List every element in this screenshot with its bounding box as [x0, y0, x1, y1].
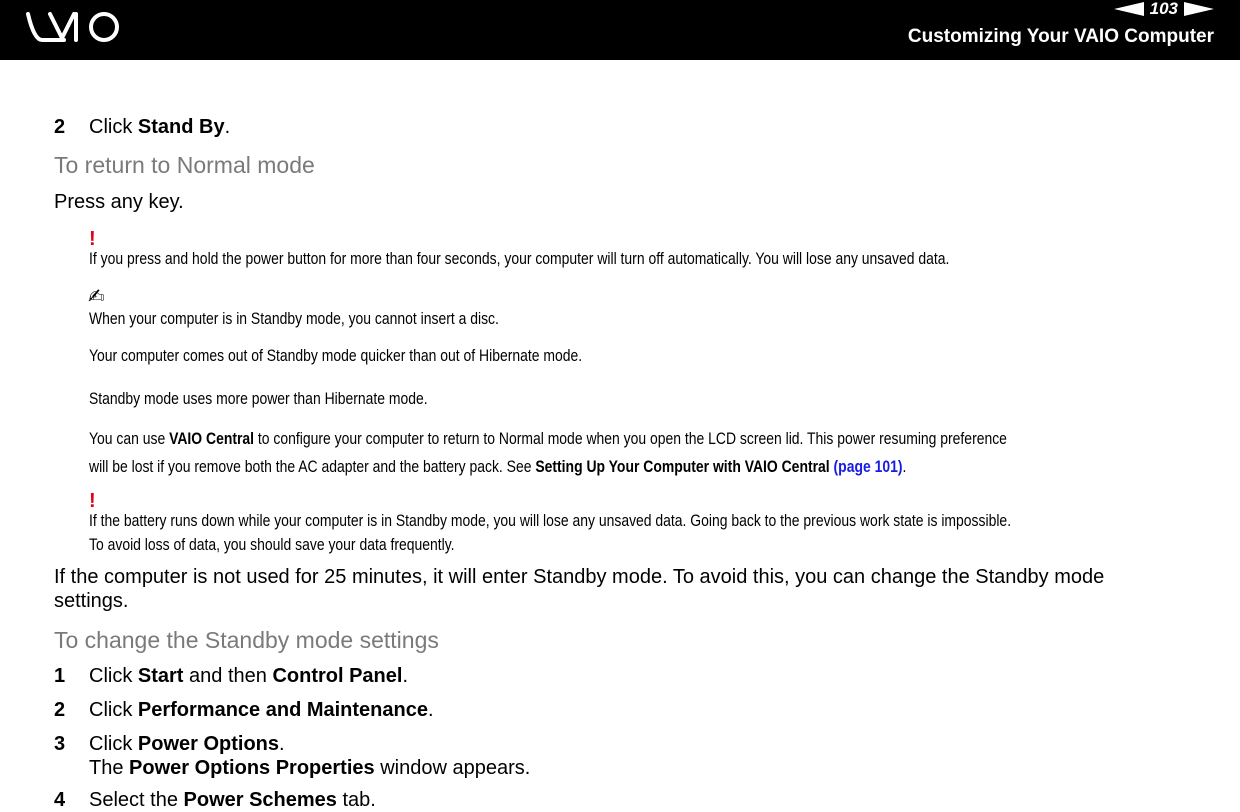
step-text [89, 116, 230, 139]
pen-note-icon: ✍ [88, 286, 105, 308]
step-bold: Stand By [137, 116, 225, 138]
step-post: . [224, 116, 231, 138]
warning2-line2: To avoid loss of data, you should save your data frequently. [89, 535, 455, 554]
step-pre: Click [89, 665, 138, 687]
warning2-line1: If the battery runs down while your computer is in Standby mode, you will lose any unsaved data. Going back to the previous work state is impossible. [89, 511, 1012, 530]
step-post: tab. [336, 789, 376, 811]
step-text [89, 789, 376, 812]
left-triangle-icon[interactable] [1114, 2, 1144, 16]
step-number: 2 [54, 116, 66, 138]
step-pre: Click [89, 116, 138, 138]
step-post: . [427, 699, 434, 721]
note-line5-bold: Setting Up Your Computer with VAIO Central [535, 457, 830, 476]
heading-normal-mode: To return to Normal mode [54, 152, 315, 178]
heading-change-settings: To change the Standby mode settings [54, 627, 439, 653]
page-header [0, 0, 1240, 60]
note-line4-post: to configure your computer to return to Normal mode when you open the LCD screen lid. This power resuming preference [254, 429, 1007, 448]
note-line5-post: . [902, 457, 907, 476]
step-pre: Click [89, 733, 138, 755]
step-pre: Select the [89, 789, 184, 811]
note-line4-pre: You can use [89, 429, 170, 448]
para-line2: settings. [54, 590, 129, 612]
step-bold: Power Schemes [183, 789, 337, 811]
step-sub-pre: The [89, 757, 130, 779]
note-line5-pre: will be lost if you remove both the AC adapter and the battery pack. See [89, 457, 536, 476]
note-line4-bold: VAIO Central [169, 429, 255, 448]
step-bold: Power Options [137, 733, 280, 755]
step-post: . [402, 665, 409, 687]
note-line5 [89, 457, 906, 477]
note-line1: When your computer is in Standby mode, you cannot insert a disc. [89, 309, 499, 328]
step-number: 2 [54, 699, 66, 721]
step-text [89, 665, 408, 688]
step-text [89, 699, 434, 722]
exclamation-icon-2: ! [89, 490, 96, 512]
step-sub-post: window appears. [374, 757, 531, 779]
step-number: 1 [54, 665, 66, 687]
step-number: 3 [54, 733, 66, 755]
warning1-text: If you press and hold the power button for more than four seconds, your computer will turn off automatically. You will lose any unsaved data. [89, 249, 950, 268]
right-triangle-icon[interactable] [1184, 2, 1214, 16]
step-sub-text [89, 757, 530, 780]
para-line1: If the computer is not used for 25 minutes, it will enter Standby mode. To avoid this, you can change the Standby mode [54, 566, 1105, 588]
vaio-logo [26, 10, 156, 44]
step-bold-2: Control Panel [272, 665, 403, 687]
step-pre: Click [89, 699, 138, 721]
step-bold: Start [137, 665, 184, 687]
step-sub-bold: Power Options Properties [129, 757, 375, 779]
note-line4 [89, 429, 1007, 449]
note-line2: Your computer comes out of Standby mode quicker than out of Hibernate mode. [89, 346, 583, 365]
step-bold: Performance and Maintenance [137, 699, 428, 721]
step-post: . [279, 733, 285, 755]
press-any-key: Press any key. [54, 191, 184, 213]
step-text [89, 733, 285, 756]
page-navigation [1114, 0, 1214, 18]
section-title: Customizing Your VAIO Computer [907, 26, 1214, 47]
note-line3: Standby mode uses more power than Hibernate mode. [89, 389, 428, 408]
step-mid: and then [183, 665, 273, 687]
page-link[interactable]: (page 101) [833, 457, 903, 476]
step-number: 4 [54, 789, 66, 811]
page-number: 103 [1149, 0, 1178, 18]
exclamation-icon: ! [89, 228, 96, 250]
